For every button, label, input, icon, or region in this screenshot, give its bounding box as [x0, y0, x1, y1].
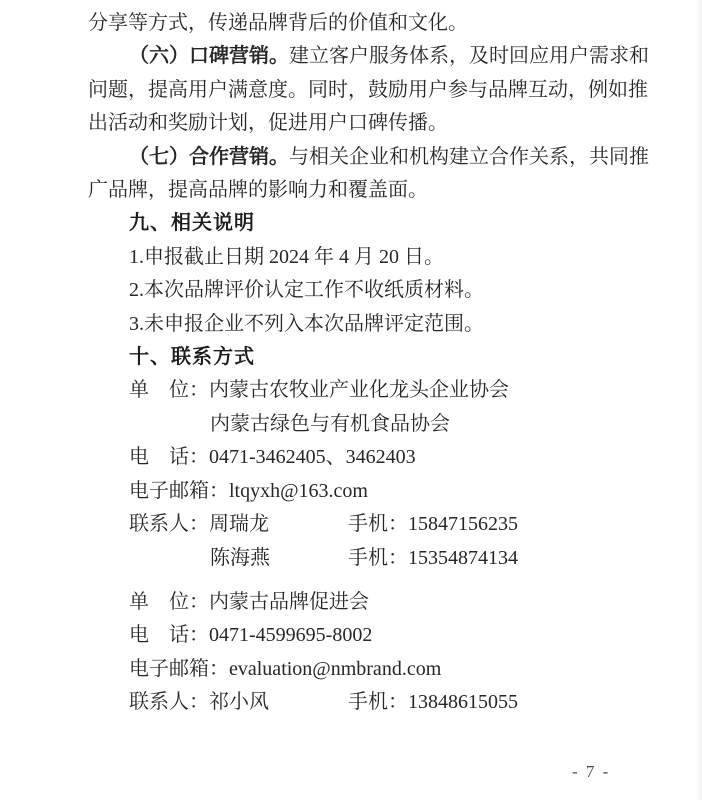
org1-unit-name-1: 内蒙古农牧业产业化龙头企业协会 — [209, 379, 509, 402]
org2-contact-mobile — [348, 686, 518, 719]
paragraph-six-line2: 问题，提高用户满意度。同时，鼓励用户参与品牌互动，例如推 — [88, 78, 648, 101]
org2-unit-row — [0, 586, 702, 619]
paragraph-seven-title: （七）合作营销。 — [129, 145, 289, 168]
document-content — [0, 7, 702, 720]
org2-email-value: evaluation@nmbrand.com — [229, 657, 442, 680]
org1-unit-label: 单 位： — [129, 379, 209, 402]
paragraph-seven-line2: 广品牌，提高品牌的影响力和覆盖面。 — [88, 179, 428, 202]
note-item-2: 2.本次品牌评价认定工作不收纸质材料。 — [129, 279, 484, 302]
org1-phone-value: 0471-3462405、3462403 — [209, 446, 416, 469]
org1-contact2-name: 陈海燕 — [210, 546, 270, 569]
org1-contact-label: 联系人： — [129, 513, 209, 536]
org1-email-value: ltqyxh@163.com — [229, 479, 368, 502]
org1-contact1-name: 周瑞龙 — [209, 513, 269, 536]
paragraph-seven-text: 与相关企业和机构建立合作关系，共同推 — [289, 145, 649, 168]
org1-contact2-mobile-number: 15354874134 — [408, 546, 518, 569]
scan-edge-shadow — [695, 0, 702, 800]
paragraph-six-line1 — [0, 40, 702, 73]
org1-contact1-mobile-label: 手机： — [348, 513, 408, 536]
org2-contact-row — [0, 686, 702, 719]
org2-email-row — [0, 653, 702, 686]
org2-email-label: 电子邮箱： — [129, 657, 229, 680]
org2-phone-row — [0, 619, 702, 652]
org2-contact-mobile-label: 手机： — [348, 691, 408, 714]
org1-phone-row — [0, 441, 702, 474]
org2-unit-label: 单 位： — [129, 590, 209, 613]
note-item-1: 1.申报截止日期 2024 年 4 月 20 日。 — [129, 245, 444, 268]
org1-contact1-mobile — [348, 508, 518, 541]
org1-contact-row-2 — [0, 542, 702, 575]
org1-contact2-mobile-label: 手机： — [348, 546, 408, 569]
paragraph-five-tail: 分享等方式，传递品牌背后的价值和文化。 — [88, 12, 468, 34]
org1-contact-row-1 — [0, 508, 702, 541]
paragraph-six-text: 建立客户服务体系，及时回应用户需求和 — [289, 45, 649, 68]
org1-contact2-mobile — [348, 542, 518, 575]
paragraph-six-line3: 出活动和奖励计划，促进用户口碑传播。 — [88, 112, 448, 135]
paragraph-six-title: （六）口碑营销。 — [129, 45, 289, 68]
org2-phone-value: 0471-4599695-8002 — [209, 624, 373, 647]
org1-unit-row — [0, 374, 702, 407]
org1-email-row — [0, 475, 702, 508]
section-ten-heading: 十、联系方式 — [129, 346, 255, 369]
org2-contact-name: 祁小风 — [209, 691, 269, 714]
page-number: - 7 - — [572, 762, 611, 781]
org2-unit-name: 内蒙古品牌促进会 — [209, 590, 369, 613]
org1-phone-label: 电 话： — [129, 446, 209, 469]
org2-contact-label: 联系人： — [129, 691, 209, 714]
org2-contact-mobile-number: 13848615055 — [408, 691, 518, 714]
org1-email-label: 电子邮箱： — [129, 479, 229, 502]
org1-contact1-mobile-number: 15847156235 — [408, 513, 518, 536]
org1-unit-name-2: 内蒙古绿色与有机食品协会 — [210, 412, 450, 435]
note-item-3: 3.未申报企业不列入本次品牌评定范围。 — [129, 312, 484, 335]
paragraph-seven-line1 — [0, 141, 702, 174]
section-nine-heading: 九、相关说明 — [129, 212, 255, 235]
org2-phone-label: 电 话： — [129, 624, 209, 647]
